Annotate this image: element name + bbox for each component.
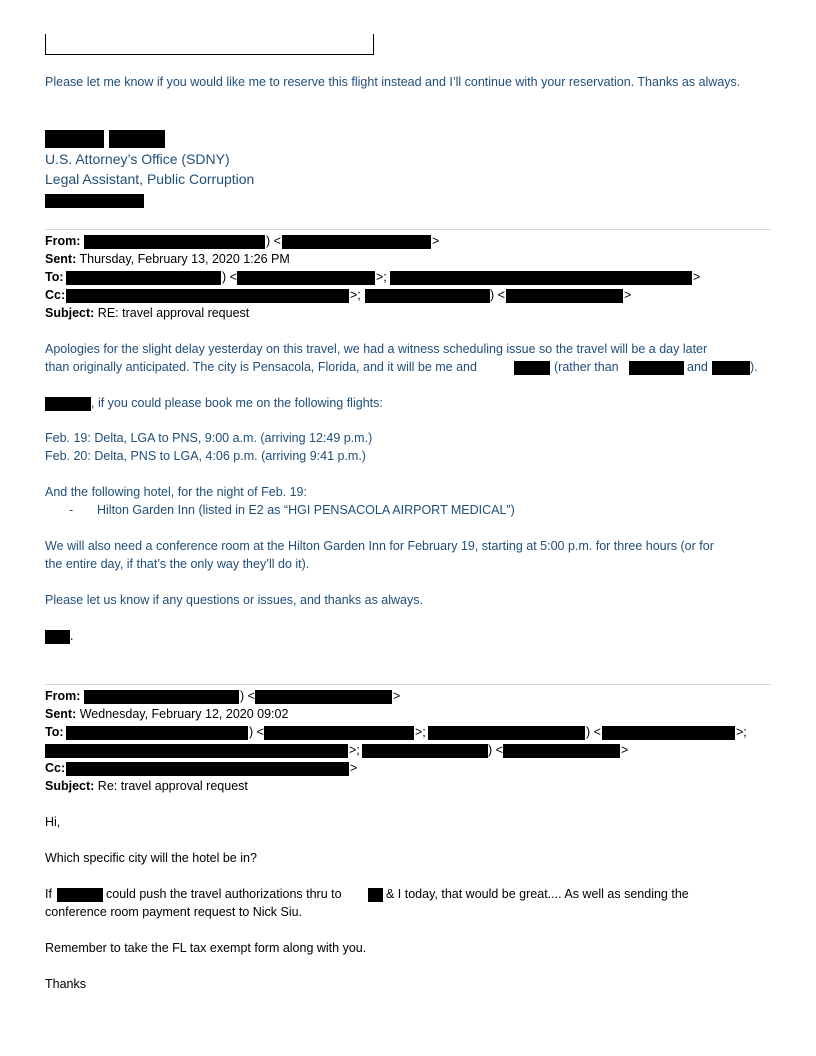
redaction bbox=[66, 762, 349, 776]
cc-line bbox=[45, 761, 65, 775]
redaction bbox=[428, 726, 585, 740]
from-line bbox=[45, 689, 80, 703]
redaction bbox=[602, 726, 735, 740]
redaction bbox=[45, 397, 91, 411]
from-end: > bbox=[432, 234, 440, 248]
sent-line bbox=[45, 252, 290, 266]
from-separator: ) < bbox=[240, 689, 255, 703]
cc-end: > bbox=[350, 761, 358, 775]
closing-line: Please let us know if any questions or issues, and thanks as always. bbox=[45, 593, 423, 607]
to-end: > bbox=[621, 743, 629, 757]
to-label: To: bbox=[45, 725, 64, 739]
signature-title: Legal Assistant, Public Corruption bbox=[45, 171, 255, 187]
subject-line bbox=[45, 779, 248, 793]
to-separator: >; bbox=[376, 270, 387, 284]
signoff: Thanks bbox=[45, 977, 86, 991]
from-line bbox=[45, 234, 80, 248]
redaction bbox=[45, 194, 144, 208]
redaction bbox=[506, 289, 623, 303]
redaction bbox=[264, 726, 414, 740]
redaction bbox=[66, 271, 221, 285]
cc-separator: >; bbox=[350, 288, 361, 302]
body-line: Which specific city will the hotel be in? bbox=[45, 851, 257, 865]
to-line bbox=[45, 725, 64, 739]
redaction bbox=[365, 289, 490, 303]
divider bbox=[45, 684, 771, 685]
redaction bbox=[514, 361, 550, 375]
redaction bbox=[629, 361, 684, 375]
flight-line: Feb. 19: Delta, LGA to PNS, 9:00 a.m. (arriving 12:49 p.m.) bbox=[45, 431, 373, 445]
to-separator: ) < bbox=[488, 743, 503, 757]
hotel-item: Hilton Garden Inn (listed in E2 as “HGI PENSACOLA AIRPORT MEDICAL”) bbox=[97, 503, 515, 517]
body-text: ). bbox=[750, 360, 758, 374]
body-text: If bbox=[45, 887, 52, 901]
subject-line bbox=[45, 306, 249, 320]
bullet-dash: - bbox=[69, 503, 74, 517]
redaction bbox=[109, 130, 165, 148]
redaction bbox=[45, 744, 348, 758]
subject-value: RE: travel approval request bbox=[97, 306, 250, 320]
body-text: and bbox=[687, 360, 708, 374]
body-text: could push the travel authorizations thru to bbox=[106, 887, 342, 901]
subject-value: Re: travel approval request bbox=[97, 779, 248, 793]
to-end: > bbox=[693, 270, 701, 284]
cc-line bbox=[45, 288, 65, 302]
cc-label: Cc: bbox=[45, 288, 66, 302]
flight-line: Feb. 20: Delta, PNS to LGA, 4:06 p.m. (arriving 9:41 p.m.) bbox=[45, 449, 366, 463]
sent-value: Wednesday, February 12, 2020 09:02 bbox=[79, 707, 289, 721]
sent-label: Sent: bbox=[45, 707, 77, 721]
body-line: Remember to take the FL tax exempt form along with you. bbox=[45, 941, 367, 955]
redaction bbox=[45, 130, 104, 148]
subject-label: Subject: bbox=[45, 779, 95, 793]
sent-value: Thursday, February 13, 2020 1:26 PM bbox=[79, 252, 290, 266]
from-label: From: bbox=[45, 689, 81, 703]
signoff-period: . bbox=[70, 629, 74, 643]
signature-org: U.S. Attorney’s Office (SDNY) bbox=[45, 151, 230, 167]
divider bbox=[45, 229, 771, 230]
body-line: Apologies for the slight delay yesterday on this travel, we had a witness scheduling issue so the travel will be a day later bbox=[45, 342, 708, 356]
from-label: From: bbox=[45, 234, 81, 248]
to-separator: ) < bbox=[586, 725, 601, 739]
from-separator: ) < bbox=[266, 234, 281, 248]
redaction bbox=[390, 271, 692, 285]
to-line bbox=[45, 270, 64, 284]
body-text: & I today, that would be great.... As well as sending the bbox=[386, 887, 689, 901]
body-line: We will also need a conference room at the Hilton Garden Inn for February 19, starting at 5:00 p.m. for three hours (or for bbox=[45, 539, 714, 553]
cc-label: Cc: bbox=[45, 761, 66, 775]
redaction bbox=[362, 744, 488, 758]
body-line: the entire day, if that’s the only way they’ll do it). bbox=[45, 557, 310, 571]
greeting: Hi, bbox=[45, 815, 61, 829]
to-separator: ) < bbox=[249, 725, 264, 739]
redaction bbox=[57, 888, 103, 902]
sent-label: Sent: bbox=[45, 252, 77, 266]
hotel-intro: And the following hotel, for the night of Feb. 19: bbox=[45, 485, 307, 499]
redaction bbox=[84, 690, 239, 704]
body-line: , if you could please book me on the following flights: bbox=[91, 396, 383, 410]
redaction bbox=[45, 630, 70, 644]
redaction bbox=[712, 361, 750, 375]
redaction bbox=[84, 235, 265, 249]
subject-label: Subject: bbox=[45, 306, 95, 320]
cc-separator: ) < bbox=[490, 288, 505, 302]
redaction bbox=[282, 235, 431, 249]
sent-line bbox=[45, 707, 288, 721]
to-separator: >; bbox=[349, 743, 360, 757]
redaction bbox=[255, 690, 392, 704]
redaction bbox=[66, 289, 349, 303]
body-text: (rather than bbox=[554, 360, 619, 374]
cc-end: > bbox=[624, 288, 632, 302]
redaction bbox=[66, 726, 248, 740]
redaction bbox=[368, 888, 383, 902]
table-fragment bbox=[45, 34, 374, 55]
top-paragraph: Please let me know if you would like me to reserve this flight instead and I’ll continue with your reservation. Thanks as always. bbox=[45, 75, 741, 89]
body-line: conference room payment request to Nick Siu. bbox=[45, 905, 303, 919]
redaction bbox=[503, 744, 620, 758]
to-label: To: bbox=[45, 270, 64, 284]
to-separator: >; bbox=[736, 725, 747, 739]
redaction bbox=[237, 271, 375, 285]
from-end: > bbox=[393, 689, 401, 703]
to-separator: >; bbox=[415, 725, 426, 739]
body-line: than originally anticipated. The city is Pensacola, Florida, and it will be me and bbox=[45, 360, 477, 374]
to-separator: ) < bbox=[222, 270, 237, 284]
